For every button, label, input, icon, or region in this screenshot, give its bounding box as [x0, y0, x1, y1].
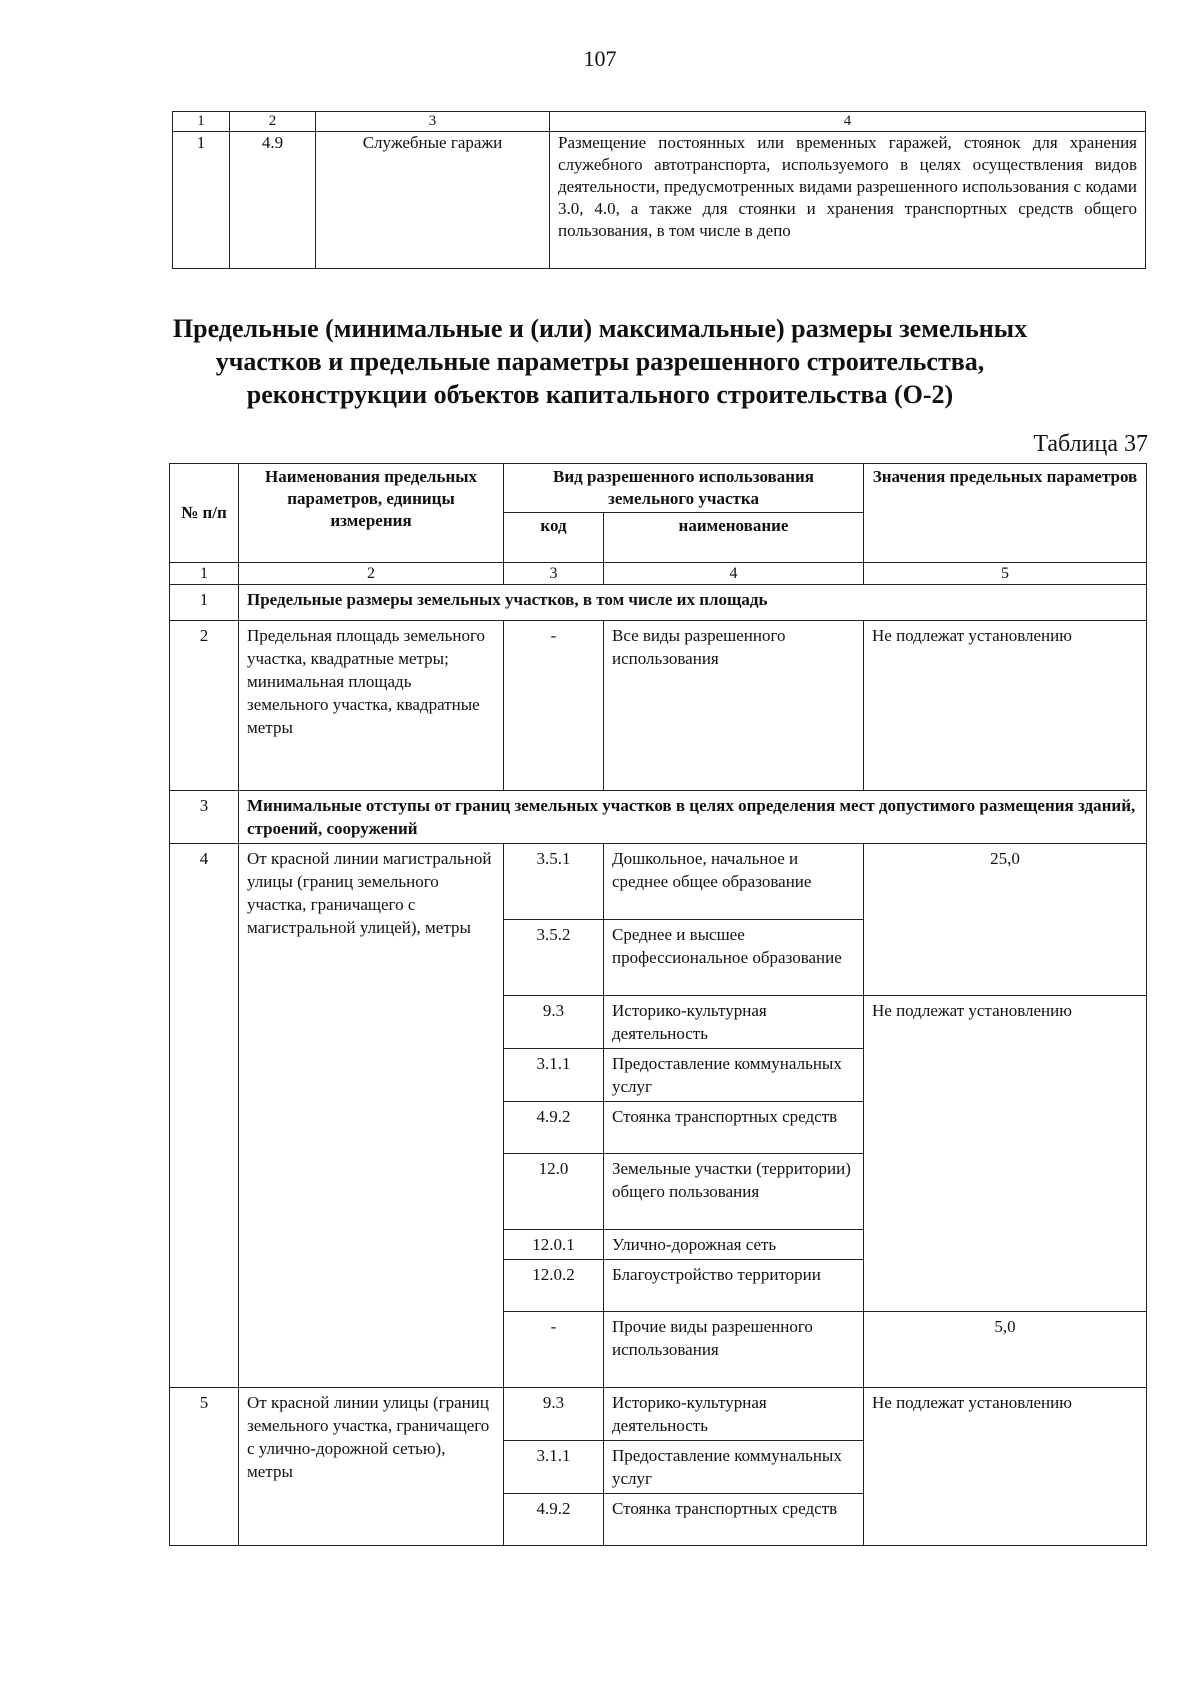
row-number: 1	[173, 132, 230, 269]
use-name: Дошкольное, начальное и среднее общее образование	[604, 844, 864, 920]
table-row	[173, 132, 1146, 269]
use-code: 4.9.2	[504, 1494, 604, 1546]
row-number: 5	[170, 1388, 239, 1546]
use-name: Благоустройство территории	[604, 1260, 864, 1312]
column-numbers-row	[170, 563, 1147, 585]
header-num: № п/п	[170, 464, 239, 563]
parameters-table	[169, 463, 1147, 1546]
use-code: 3.1.1	[504, 1049, 604, 1102]
param-value: Не подлежат установлению	[864, 996, 1147, 1312]
use-code: 9.3	[504, 996, 604, 1049]
use-code: -	[504, 1312, 604, 1388]
column-number: 2	[239, 563, 504, 585]
header-use-type: Вид разрешенного использования земельного участка	[504, 464, 864, 513]
page-number: 107	[583, 46, 617, 71]
param-value: Не подлежат установлению	[864, 621, 1147, 791]
header-code: код	[504, 513, 604, 563]
permitted-uses-table	[172, 111, 1146, 269]
use-name: Служебные гаражи	[316, 132, 550, 269]
table-row	[170, 1388, 1147, 1441]
use-name: Среднее и высшее профессиональное образование	[604, 920, 864, 996]
use-name: Земельные участки (территории) общего пользования	[604, 1154, 864, 1230]
param-value: 5,0	[864, 1312, 1147, 1388]
row-number: 1	[170, 585, 239, 621]
use-name: Предоставление коммунальных услуг	[604, 1049, 864, 1102]
section-row	[170, 585, 1147, 621]
header-value: Значения предельных параметров	[864, 464, 1147, 563]
row-number: 2	[170, 621, 239, 791]
table1-header-cell: 1	[173, 112, 230, 132]
column-number: 4	[604, 563, 864, 585]
row-number: 4	[170, 844, 239, 1388]
param-name: От красной линии улицы (границ земельного участка, граничащего с улично-дорожной сетью), метры	[239, 1388, 504, 1546]
section-title: Минимальные отступы от границ земельных участков в целях определения мест допустимого размещения зданий, строений, сооружений	[239, 791, 1147, 844]
table-row	[170, 621, 1147, 791]
table1-header-row	[173, 112, 1146, 132]
heading-line: реконструкции объектов капитального строительства (О-2)	[246, 380, 954, 409]
use-code: 3.1.1	[504, 1441, 604, 1494]
table1-header-cell: 2	[230, 112, 316, 132]
use-code: 4.9.2	[504, 1102, 604, 1154]
section-row	[170, 791, 1147, 844]
table2-header-row	[170, 464, 1147, 513]
row-number: 3	[170, 791, 239, 844]
column-number: 3	[504, 563, 604, 585]
use-name: Прочие виды разрешенного использования	[604, 1312, 864, 1388]
param-value: 25,0	[864, 844, 1147, 996]
section-heading	[150, 312, 1050, 411]
column-number: 5	[864, 563, 1147, 585]
header-param: Наименования предельных параметров, единицы измерения	[239, 464, 504, 563]
use-code: 3.5.2	[504, 920, 604, 996]
header-name: наименование	[604, 513, 864, 563]
use-code: 9.3	[504, 1388, 604, 1441]
heading-line: Предельные (минимальные и (или) максимальные) размеры земельных	[172, 314, 1028, 343]
use-name: Историко-культурная деятельность	[604, 996, 864, 1049]
param-value: Не подлежат установлению	[864, 1388, 1147, 1546]
section-title: Предельные размеры земельных участков, в том числе их площадь	[239, 585, 1147, 621]
use-code: -	[504, 621, 604, 791]
use-code: 12.0	[504, 1154, 604, 1230]
use-code: 3.5.1	[504, 844, 604, 920]
table1-header-cell: 3	[316, 112, 550, 132]
param-name: Предельная площадь земельного участка, квадратные метры; минимальная площадь земельного участка, квадратные метры	[239, 621, 504, 791]
use-name: Стоянка транспортных средств	[604, 1494, 864, 1546]
use-name: Улично-дорожная сеть	[604, 1230, 864, 1260]
use-code: 4.9	[230, 132, 316, 269]
column-number: 1	[170, 563, 239, 585]
use-name: Все виды разрешенного использования	[604, 621, 864, 791]
table1-header-cell: 4	[550, 112, 1146, 132]
use-name: Стоянка транспортных средств	[604, 1102, 864, 1154]
heading-line: участков и предельные параметры разрешенного строительства,	[215, 347, 985, 376]
use-name: Историко-культурная деятельность	[604, 1388, 864, 1441]
param-name: От красной линии магистральной улицы (границ земельного участка, граничащего с магистральной улицей), метры	[239, 844, 504, 1388]
use-description: Размещение постоянных или временных гаражей, стоянок для хранения служебного автотранспорта, используемого в целях осуществления видов деятельности, предусмотренных видами разрешенного использования с кодами 3.0, 4.0, а также для стоянки и хранения транспортных средств общего пользования, в том числе в депо	[550, 132, 1146, 269]
use-code: 12.0.2	[504, 1260, 604, 1312]
table-row	[170, 844, 1147, 920]
table-caption: Таблица 37	[1033, 431, 1148, 457]
use-code: 12.0.1	[504, 1230, 604, 1260]
use-name: Предоставление коммунальных услуг	[604, 1441, 864, 1494]
